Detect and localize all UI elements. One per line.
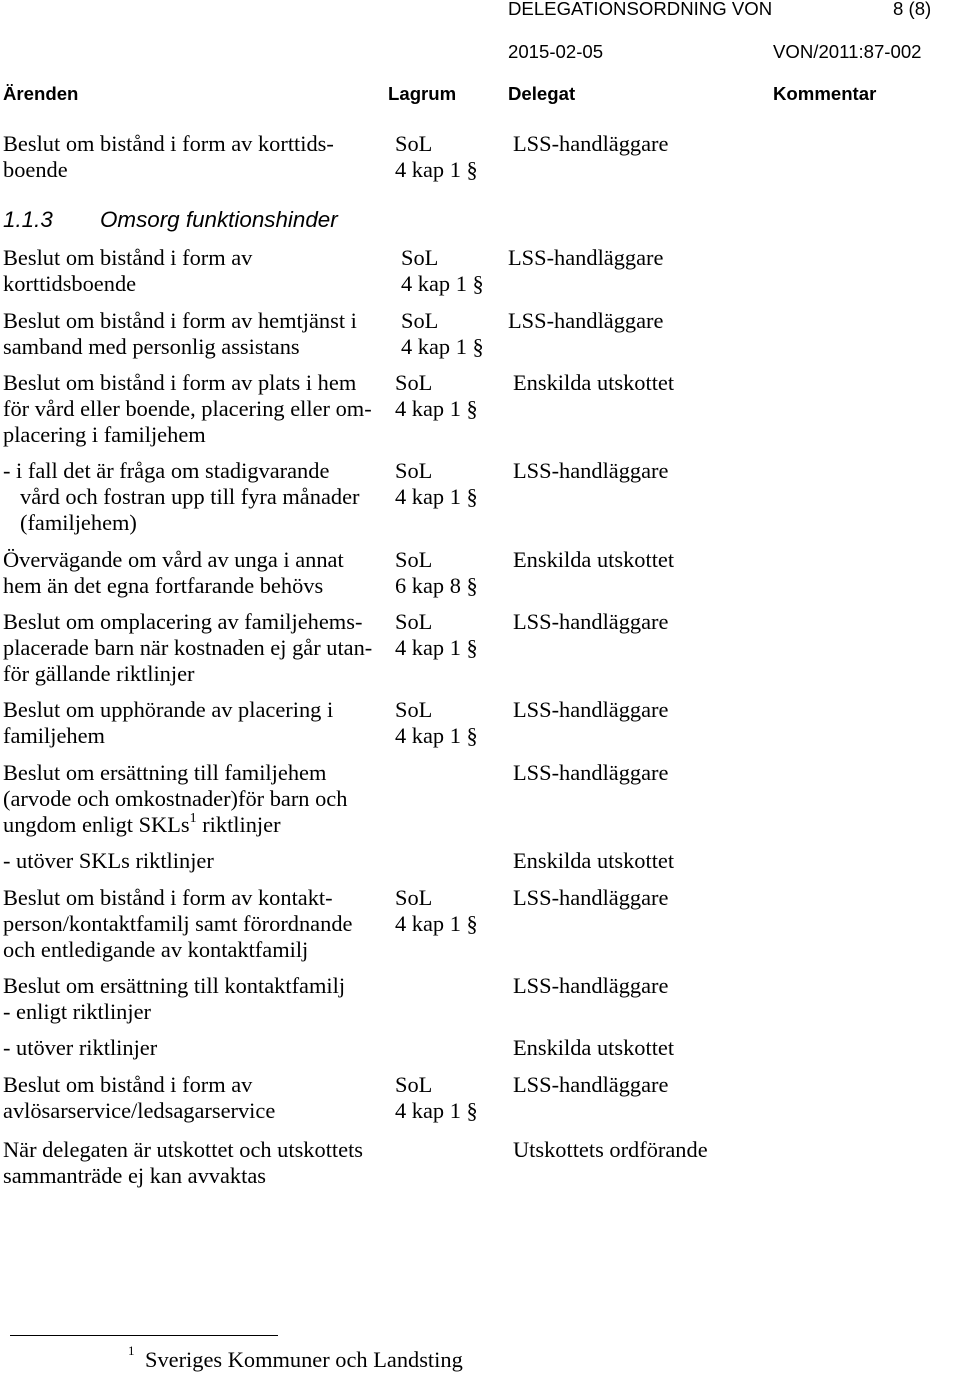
arende-line: - i fall det är fråga om stadigvarande [3, 458, 330, 483]
lagrum-line: 4 kap 1 § [395, 396, 478, 421]
arende-cell [3, 973, 345, 1025]
arende-cell [3, 131, 334, 183]
document-title: DELEGATIONSORDNING VON [508, 0, 773, 19]
arende-line-text: ungdom enligt SKLs [3, 812, 190, 837]
arende-line: avlösarservice/ledsagarservice [3, 1098, 276, 1123]
lagrum-cell [401, 245, 484, 297]
lagrum-line: SoL [401, 245, 439, 270]
arende-cell [3, 697, 333, 749]
column-header-kommentar: Kommentar [773, 83, 877, 104]
reference-number: VON/2011:87-002 [773, 41, 922, 62]
delegat-cell [513, 458, 668, 484]
delegat-text: LSS-handläggare [513, 458, 669, 483]
lagrum-line: SoL [395, 458, 433, 483]
page-number: 8 (8) [893, 0, 932, 19]
lagrum-cell [395, 609, 478, 661]
arende-line: placerade barn när kostnaden ej går utan- [3, 635, 373, 660]
arende-line: När delegaten är utskottet och utskottets [3, 1137, 364, 1162]
delegat-cell [513, 1035, 674, 1061]
delegat-cell [513, 848, 674, 874]
delegat-cell [513, 609, 668, 635]
delegat-text: LSS-handläggare [513, 609, 669, 634]
arende-line: korttidsboende [3, 271, 137, 296]
delegat-cell [513, 131, 668, 157]
footnote-mark: 1 [128, 1343, 135, 1358]
lagrum-cell [395, 458, 478, 510]
delegat-text: LSS-handläggare [513, 760, 669, 785]
arende-cell [3, 848, 214, 874]
arende-cell [3, 458, 359, 536]
arende-cell [3, 1035, 157, 1061]
lagrum-line: 4 kap 1 § [395, 484, 478, 509]
arende-line: - enligt riktlinjer [3, 999, 151, 1024]
lagrum-cell [395, 547, 478, 599]
delegat-cell [513, 370, 674, 396]
lagrum-line: 4 kap 1 § [395, 723, 478, 748]
arende-line: - utöver riktlinjer [3, 1035, 158, 1060]
arende-line: Beslut om omplacering av familjehems- [3, 609, 363, 634]
delegat-text: LSS-handläggare [513, 697, 669, 722]
arende-cell [3, 370, 372, 448]
lagrum-line: SoL [395, 1072, 433, 1097]
lagrum-cell [401, 308, 484, 360]
delegat-text: LSS-handläggare [508, 308, 664, 333]
lagrum-cell [395, 1072, 478, 1124]
arende-line: och entledigande av kontaktfamilj [3, 937, 309, 962]
lagrum-line: 6 kap 8 § [395, 573, 478, 598]
delegat-text: Enskilda utskottet [513, 370, 675, 395]
lagrum-line: SoL [401, 308, 439, 333]
lagrum-cell [395, 885, 478, 937]
arende-line: Beslut om bistånd i form av korttids- [3, 131, 334, 156]
arende-cell [3, 609, 372, 687]
delegat-cell [508, 308, 663, 334]
column-header-delegat: Delegat [508, 83, 576, 104]
arende-line: familjehem [3, 723, 105, 748]
arende-line [3, 812, 347, 838]
lagrum-line: SoL [395, 609, 433, 634]
lagrum-line: SoL [395, 131, 433, 156]
footnote-ref: 1 [189, 811, 197, 826]
delegat-cell [513, 973, 668, 999]
arende-line: Beslut om bistånd i form av [3, 245, 253, 270]
arende-cell [3, 885, 352, 963]
arende-cell [3, 760, 347, 838]
delegat-cell [513, 760, 668, 786]
lagrum-line: 4 kap 1 § [395, 635, 478, 660]
section-number: 1.1.3 [3, 207, 53, 232]
arende-line: samband med personlig assistans [3, 334, 300, 359]
delegat-text: Enskilda utskottet [513, 1035, 675, 1060]
delegat-text: LSS-handläggare [513, 1072, 669, 1097]
delegat-text: LSS-handläggare [513, 973, 669, 998]
arende-line: Beslut om bistånd i form av plats i hem [3, 370, 357, 395]
arende-line: sammanträde ej kan avvaktas [3, 1163, 266, 1188]
arende-line: hem än det egna fortfarande behövs [3, 573, 324, 598]
arende-line: för vård eller boende, placering eller om- [3, 396, 372, 421]
footnote-text: Sveriges Kommuner och Landsting [145, 1347, 463, 1372]
lagrum-line: SoL [395, 697, 433, 722]
lagrum-cell [395, 131, 478, 183]
footnote-rule [10, 1335, 278, 1336]
arende-line: Beslut om upphörande av placering i [3, 697, 334, 722]
arende-line-text: riktlinjer [202, 812, 281, 837]
delegat-cell [513, 1137, 708, 1163]
arende-line: person/kontaktfamilj samt förordnande [3, 911, 353, 936]
arende-line: för gällande riktlinjer [3, 661, 195, 686]
arende-line: Beslut om ersättning till familjehem [3, 760, 327, 785]
delegat-cell [513, 885, 668, 911]
delegat-text: Enskilda utskottet [513, 547, 675, 572]
lagrum-line: SoL [395, 547, 433, 572]
lagrum-line: 4 kap 1 § [395, 911, 478, 936]
lagrum-cell [395, 370, 478, 422]
arende-cell [3, 1137, 363, 1189]
lagrum-line: 4 kap 1 § [395, 1098, 478, 1123]
column-header-lagrum: Lagrum [388, 83, 457, 104]
document-date: 2015-02-05 [508, 41, 604, 62]
arende-line: (arvode och omkostnader)för barn och [3, 786, 348, 811]
delegat-cell [513, 1072, 668, 1098]
arende-line: (familjehem) [20, 510, 137, 535]
arende-line: placering i familjehem [3, 422, 206, 447]
arende-line: Beslut om ersättning till kontaktfamilj [3, 973, 346, 998]
section-title: Omsorg funktionshinder [100, 207, 338, 232]
delegat-text: LSS-handläggare [513, 885, 669, 910]
arende-line: Beslut om bistånd i form av [3, 1072, 253, 1097]
lagrum-line: SoL [395, 370, 433, 395]
delegat-text: Enskilda utskottet [513, 848, 675, 873]
arende-cell [3, 308, 357, 360]
lagrum-cell [395, 697, 478, 749]
delegat-cell [508, 245, 663, 271]
arende-line: Beslut om bistånd i form av kontakt- [3, 885, 333, 910]
arende-line: vård och fostran upp till fyra månader [20, 484, 360, 509]
lagrum-line: SoL [395, 885, 433, 910]
arende-line: Övervägande om vård av unga i annat [3, 547, 344, 572]
delegat-cell [513, 697, 668, 723]
delegat-cell [513, 547, 674, 573]
delegat-text: LSS-handläggare [508, 245, 664, 270]
arende-cell [3, 547, 344, 599]
delegat-text: LSS-handläggare [513, 131, 669, 156]
arende-line: Beslut om bistånd i form av hemtjänst i [3, 308, 357, 333]
lagrum-line: 4 kap 1 § [395, 157, 478, 182]
column-header-arenden: Ärenden [3, 83, 79, 104]
lagrum-line: 4 kap 1 § [401, 334, 484, 359]
arende-cell [3, 1072, 275, 1124]
arende-line: - utöver SKLs riktlinjer [3, 848, 214, 873]
arende-line: boende [3, 157, 68, 182]
arende-cell [3, 245, 252, 297]
lagrum-line: 4 kap 1 § [401, 271, 484, 296]
delegat-text: Utskottets ordförande [513, 1137, 708, 1162]
